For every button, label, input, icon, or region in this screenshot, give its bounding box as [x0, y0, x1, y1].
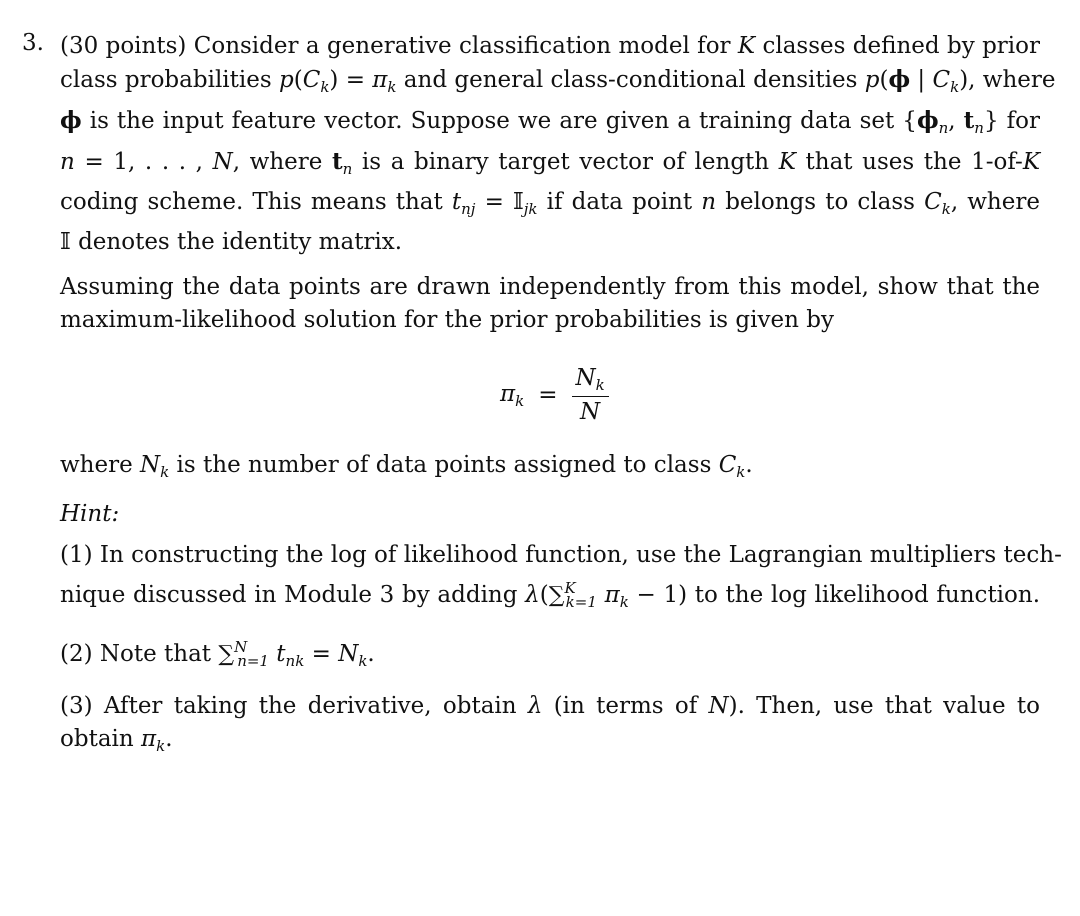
ml-solution-equation [60, 359, 1040, 429]
fraction [572, 365, 609, 425]
statement-line-5: coding scheme. This means that $t_{nj}$ = 𝕀$_{jk}$ if data point n belongs to class $C_k$, where [60, 189, 1040, 218]
hint-1: (1) In constructing the log of likelihood function, use the Lagrangian multipliers tech- nique discussed in Module 3 by adding λ(∑$^K_{k=1}$ $\pi_k - 1$) to the log likelihood function. [60, 542, 1062, 611]
task-line-1: Assuming the data points are drawn independently from this model, show that the [60, 274, 1040, 300]
statement-line-1: (30 points) Consider a generative classification model for K classes defined by prior [60, 33, 1040, 59]
problem-body [60, 30, 1062, 763]
definition-line: where $N_k$ is the number of data points assigned to class $C_k$. [60, 452, 753, 481]
equation-lhs: $\pi_k$ [500, 380, 525, 410]
problem-3 [22, 30, 1062, 775]
statement-line-4: n = 1, . . . , N, where $t_n$ is a binary target vector of length K that uses the 1-of-K [60, 148, 1040, 178]
task-line-2: maximum-likelihood solution for the prior probabilities is given by [60, 307, 834, 333]
fraction-denominator: N [580, 399, 601, 425]
hint-3: (3) After taking the derivative, obtain λ (in terms of N). Then, use that value to obtain $\pi_k$. [60, 693, 1040, 755]
question-number: 3. [22, 30, 44, 56]
statement-line-3: ϕ is the input feature vector. Suppose we are given a training data set {$\phi_n$, $t_n$} for [60, 107, 1040, 137]
statement-line-2: class probabilities $p(C_k) = \pi_k$ and general class-conditional densities p(ϕ | $C_k$), where [60, 66, 1056, 96]
task-statement [60, 271, 1040, 337]
fraction-numerator: $N_k$ [572, 365, 609, 397]
statement-line-6: 𝕀 denotes the identity matrix. [60, 229, 403, 255]
equals-sign: = [538, 382, 558, 408]
hint-heading: Hint: [60, 501, 120, 527]
points-label: (30 points) [60, 33, 187, 59]
problem-statement [60, 30, 1056, 259]
hint-2: (2) Note that ∑$^N_{n=1}$ $t_{nk} = N_k$. [60, 638, 375, 670]
